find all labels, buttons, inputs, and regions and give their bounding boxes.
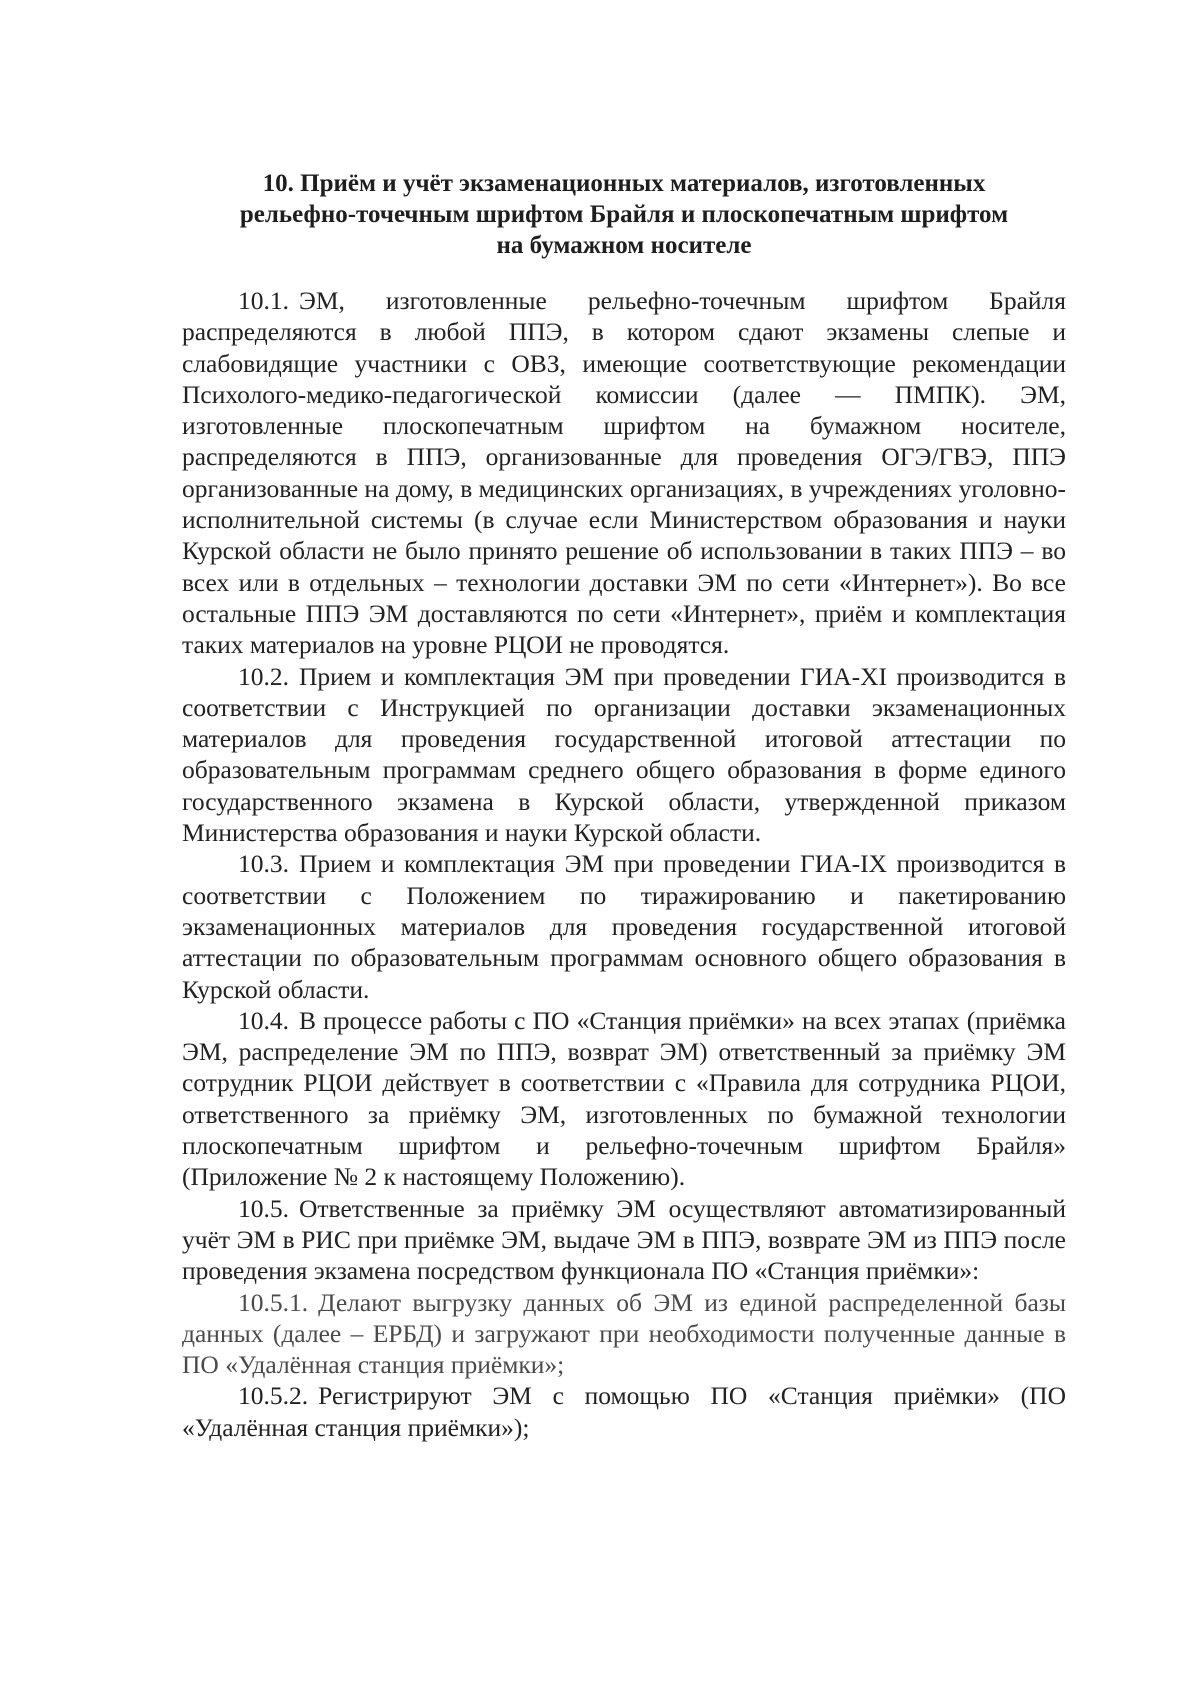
section-title-line-3: на бумажном носителе — [496, 232, 752, 259]
paragraph-text: Прием и комплектация ЭМ при проведении ГИА-XI производится в соответствии с Инструкцией по организации доставки экзаменационных материалов для проведения государственной итоговой аттестации по образовательным программам среднего общего образования в форме единого государственного экзамена в Курской области, утвержденной приказом Министерства образования и науки Курской области. — [182, 661, 1066, 848]
section-title — [180, 168, 1068, 261]
paragraph-text: ЭМ, изготовленные рельефно-точечным шрифтом Брайля распределяются в любой ППЭ, в котором сдают экзамены слепые и слабовидящие участники с ОВЗ, имеющие соответствующие рекомендации Психолого-медико-педагогической комиссии (далее — ПМПК). ЭМ, изготовленные плоскопечатным шрифтом на бумажном носителе, распределяются в ППЭ, организованные для проведения ОГЭ/ГВЭ, ППЭ организованные на дому, в медицинских организациях, в учреждениях уголовно-исполнительной системы (в случае если Министерством образования и науки Курской области не было принято решение об использовании в таких ППЭ – во всех или в отдельных – технологии доставки ЭМ по сети «Интернет»). Во все остальные ППЭ ЭМ доставляются по сети «Интернет», приём и комплектация таких материалов на уровне РЦОИ не проводятся. — [182, 286, 1066, 660]
paragraph-text: Прием и комплектация ЭМ при проведении ГИА-IX производится в соответствии с Положением по тиражированию и пакетированию экзаменационных материалов для проведения государственной итоговой аттестации по образовательным программам основного общего образования в Курской области. — [182, 849, 1066, 1004]
paragraph-number: 10.1. — [238, 286, 289, 315]
paragraph-10-5 — [182, 1193, 1066, 1287]
paragraph-10-5-1 — [182, 1287, 1066, 1381]
paragraph-text: Делают выгрузку данных об ЭМ из единой распределенной базы данных (далее – ЕРБД) и загружают при необходимости полученные данные в ПО «Удалённая станция приёмки»; — [182, 1287, 1066, 1380]
paragraph-number: 10.4. — [238, 1005, 289, 1035]
paragraph-number: 10.3. — [238, 849, 289, 879]
paragraph-10-4 — [182, 1005, 1066, 1193]
paragraph-text: Регистрируют ЭМ с помощью ПО «Станция приёмки» (ПО «Удалённая станция приёмки»); — [182, 1381, 1066, 1442]
paragraph-10-1 — [182, 285, 1066, 661]
paragraph-10-2 — [182, 661, 1066, 849]
section-title-line-2: рельефно-точечным шрифтом Брайля и плоскопечатным шрифтом — [239, 201, 1009, 228]
section-title-line-1: 10. Приём и учёт экзаменационных материалов, изготовленных — [262, 170, 986, 197]
paragraph-10-3 — [182, 848, 1066, 1004]
paragraph-number: 10.5.1. — [238, 1287, 309, 1317]
paragraph-number: 10.5.2. — [238, 1381, 309, 1411]
paragraph-number: 10.2. — [238, 661, 289, 691]
document-body — [182, 285, 1066, 1443]
paragraph-text: В процессе работы с ПО «Станция приёмки» на всех этапах (приёмка ЭМ, распределение ЭМ по ППЭ, возврат ЭМ) ответственный за приёмку ЭМ сотрудник РЦОИ действует в соответствии с «Правила для сотрудника РЦОИ, ответственного за приёмку ЭМ, изготовленных по бумажной технологии плоскопечатным шрифтом и рельефно-точечным шрифтом Брайля» (Приложение № 2 к настоящему Положению). — [182, 1005, 1066, 1192]
paragraph-text: Ответственные за приёмку ЭМ осуществляют автоматизированный учёт ЭМ в РИС при приёмке ЭМ, выдаче ЭМ в ППЭ, возврате ЭМ из ППЭ после проведения экзамена посредством функционала ПО «Станция приёмки»: — [182, 1193, 1066, 1286]
paragraph-number: 10.5. — [238, 1193, 289, 1223]
paragraph-10-5-2 — [182, 1380, 1066, 1443]
